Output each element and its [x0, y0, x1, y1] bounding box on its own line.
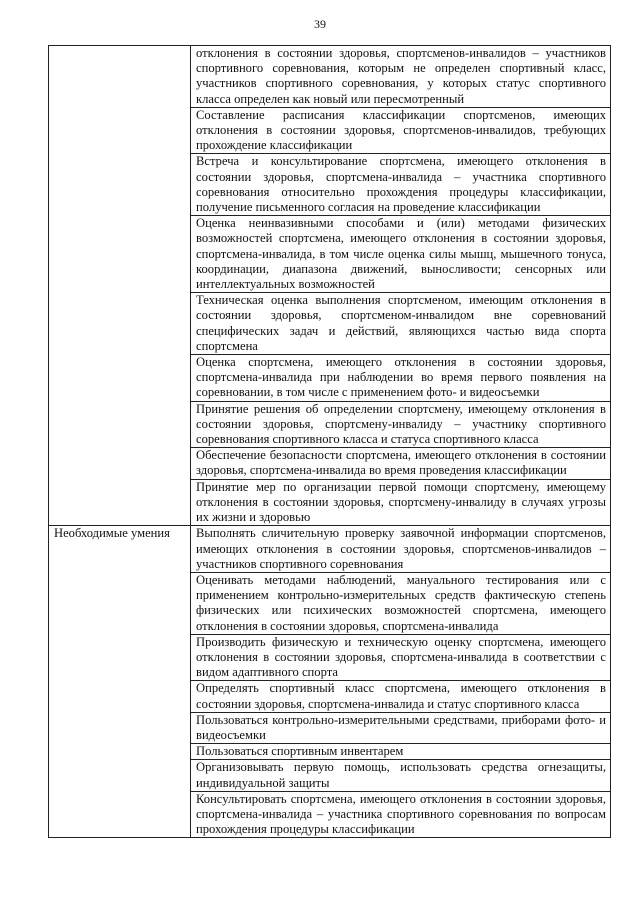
table-row: [49, 526, 611, 573]
table-body: [49, 46, 611, 838]
table-cell-text: Принятие решения об определении спортсмену, имеющему отклонения в состоянии здоровья, спортсмену-инвалиду – участнику спортивного соревнования спортивного класса и статуса спортивного класса: [191, 401, 611, 448]
competency-table: [48, 45, 611, 838]
table-cell-text: Техническая оценка выполнения спортсменом, имеющим отклонения в состоянии здоровья, спортсменом-инвалидом вне соревнований специфических задач и действий, являющихся частью вида спорта спортсмена: [191, 293, 611, 355]
table-cell-text: Консультировать спортсмена, имеющего отклонения в состоянии здоровья, спортсмена-инвалида – участника спортивного соревнования по вопросам прохождения процедуры классификации: [191, 791, 611, 838]
table-cell-text: Принятие мер по организации первой помощи спортсмену, имеющему отклонения в состоянии здоровья, спортсмену-инвалиду в случаях угрозы их жизни и здоровью: [191, 479, 611, 526]
table-cell-text: Оценивать методами наблюдений, мануального тестирования или с применением контрольно-измерительных средств фактическую степень физических или психических возможностей спортсмена, имеющего отклонения в состоянии здоровья, спортсмена-инвалида: [191, 572, 611, 634]
table-cell-text: Пользоваться спортивным инвентарем: [191, 744, 611, 760]
page-number: 39: [314, 17, 326, 31]
table-cell-text: Производить физическую и техническую оценку спортсмена, имеющего отклонения в состоянии здоровья, спортсмена-инвалида в соответствии с видом адаптивного спорта: [191, 634, 611, 681]
table-cell-text: Оценка неинвазивными способами и (или) методами физических возможностей спортсмена, имеющего отклонения в состоянии здоровья, спортсмена-инвалида, в том числе оценка силы мышц, мышечного тонуса, координации, диапазона движений, выносливости; сенсорных или интеллектуальных возможностей: [191, 216, 611, 293]
table-cell-text: Составление расписания классификации спортсменов, имеющих отклонения в состоянии здоровья, спортсменов-инвалидов, требующих прохождение классификации: [191, 107, 611, 154]
row-label: [49, 46, 191, 526]
table-cell-text: Определять спортивный класс спортсмена, имеющего отклонения в состоянии здоровья, спортсмена-инвалида и статус спортивного класса: [191, 681, 611, 712]
table-cell-text: Организовывать первую помощь, использовать средства огнезащиты, индивидуальной защиты: [191, 760, 611, 791]
table-row: [49, 46, 611, 108]
table-cell-text: Обеспечение безопасности спортсмена, имеющего отклонения в состоянии здоровья, спортсмена-инвалида во время проведения классификации: [191, 448, 611, 479]
table-cell-text: отклонения в состоянии здоровья, спортсменов-инвалидов – участников спортивного соревнования, которым не определен спортивный класс, участников спортивного соревнования, у которых статус спортивного класса определен как новый или пересмотренный: [191, 46, 611, 108]
table-cell-text: Выполнять сличительную проверку заявочной информации спортсменов, имеющих отклонения в состоянии здоровья, спортсменов-инвалидов – участников спортивного соревнования: [191, 526, 611, 573]
table-cell-text: Встреча и консультирование спортсмена, имеющего отклонения в состоянии здоровья, спортсмена-инвалида – участника спортивного соревнования относительно прохождения процедуры классификации, получение письменного согласия на проведение классификации: [191, 154, 611, 216]
row-label: Необходимые умения: [49, 526, 191, 838]
table-cell-text: Пользоваться контрольно-измерительными средствами, приборами фото- и видеосъемки: [191, 712, 611, 743]
table-cell-text: Оценка спортсмена, имеющего отклонения в состоянии здоровья, спортсмена-инвалида при наблюдении во время первого появления на соревновании, в том числе с применением фото- и видеосъемки: [191, 355, 611, 402]
